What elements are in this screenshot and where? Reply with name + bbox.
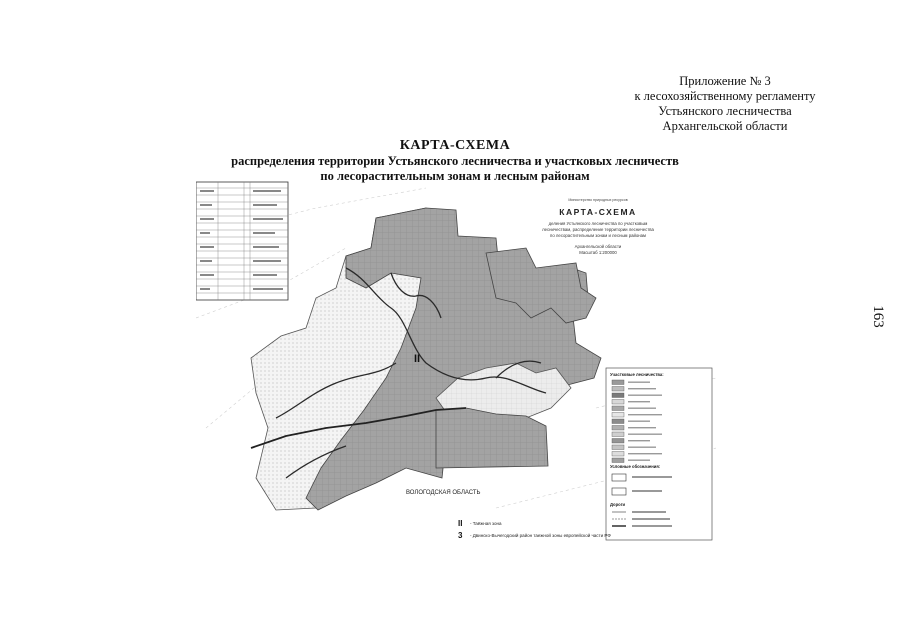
legend-swatch — [612, 432, 624, 437]
district-legend-text: - Двинско-Вычегодский район таежной зоны европейской части РФ — [470, 533, 611, 538]
legend-panel — [606, 368, 712, 540]
legend-swatch — [612, 458, 624, 463]
legend-swatch — [612, 439, 624, 444]
zone-label: II — [414, 353, 421, 365]
zone-legend-mark: II — [458, 519, 463, 528]
inset-line-2: лесничествам, распределение территории лесничества — [542, 227, 654, 232]
legend-swatch-label — [628, 401, 650, 402]
bottom-legend — [458, 519, 611, 540]
zone-legend-text: - Таёжная зона — [470, 521, 502, 526]
legend-swatch-label — [628, 408, 656, 409]
map-subtitle-line-1: распределения территории Устьянского лесничества и участковых лесничеств — [231, 154, 679, 168]
legend-swatch — [612, 406, 624, 411]
legend-swatch-label — [628, 447, 656, 448]
legend-swatch-label — [628, 388, 656, 389]
legend-section-2: Условные обозначения: — [610, 464, 661, 469]
legend-swatch-label — [628, 382, 650, 383]
legend-swatch — [612, 419, 624, 424]
map-svg — [196, 178, 716, 548]
legend-section-1: Участковые лесничества: — [610, 372, 664, 377]
appendix-line-4: Архангельской области — [662, 119, 788, 133]
inset-region: Архангельской области — [574, 244, 622, 249]
legend-swatch-label — [628, 421, 650, 422]
inset-title: КАРТА-СХЕМА — [559, 207, 637, 217]
region-label: ВОЛОГОДСКАЯ ОБЛАСТЬ — [406, 490, 481, 496]
inset-scale: Масштаб 1:200000 — [579, 250, 617, 255]
inset-line-1: деления Устьянского лесничества по участковым — [548, 221, 648, 226]
inset-small-text: Министерство природных ресурсов — [568, 198, 628, 202]
legend-swatch — [612, 445, 624, 450]
legend-swatch — [612, 426, 624, 431]
legend-swatch — [612, 400, 624, 405]
inset-title-block — [542, 198, 654, 255]
legend-swatch-label — [628, 427, 656, 428]
legend-swatch-label — [628, 440, 650, 441]
map-subtitle-line-2: по лесорастительным зонам и лесным районам — [320, 169, 590, 183]
appendix-line-3: Устьянского лесничества — [658, 104, 792, 118]
legend-swatch-label — [628, 453, 662, 454]
legend-swatch — [612, 393, 624, 398]
legend-swatch-label — [628, 460, 650, 461]
appendix-line-2: к лесохозяйственному регламенту — [634, 89, 816, 103]
legend-swatch-label — [628, 414, 662, 415]
appendix-header — [600, 74, 850, 134]
legend-swatch — [612, 413, 624, 418]
page-number: 163 — [869, 305, 886, 328]
inset-line-3: по лесорастительным зонам и лесным районам — [550, 233, 646, 238]
legend-swatch — [612, 380, 624, 385]
district-legend-mark: 3 — [458, 531, 463, 540]
legend-swatch — [612, 452, 624, 457]
appendix-line-1: Приложение № 3 — [679, 74, 771, 88]
legend-swatch — [612, 387, 624, 392]
district-table — [196, 182, 288, 300]
map-title: КАРТА-СХЕМА — [399, 138, 511, 153]
legend-section-3: Дороги — [610, 502, 626, 507]
map-image — [196, 178, 716, 548]
legend-swatch-label — [628, 434, 662, 435]
legend-swatch-label — [628, 395, 662, 396]
territory-southeast — [436, 408, 548, 468]
